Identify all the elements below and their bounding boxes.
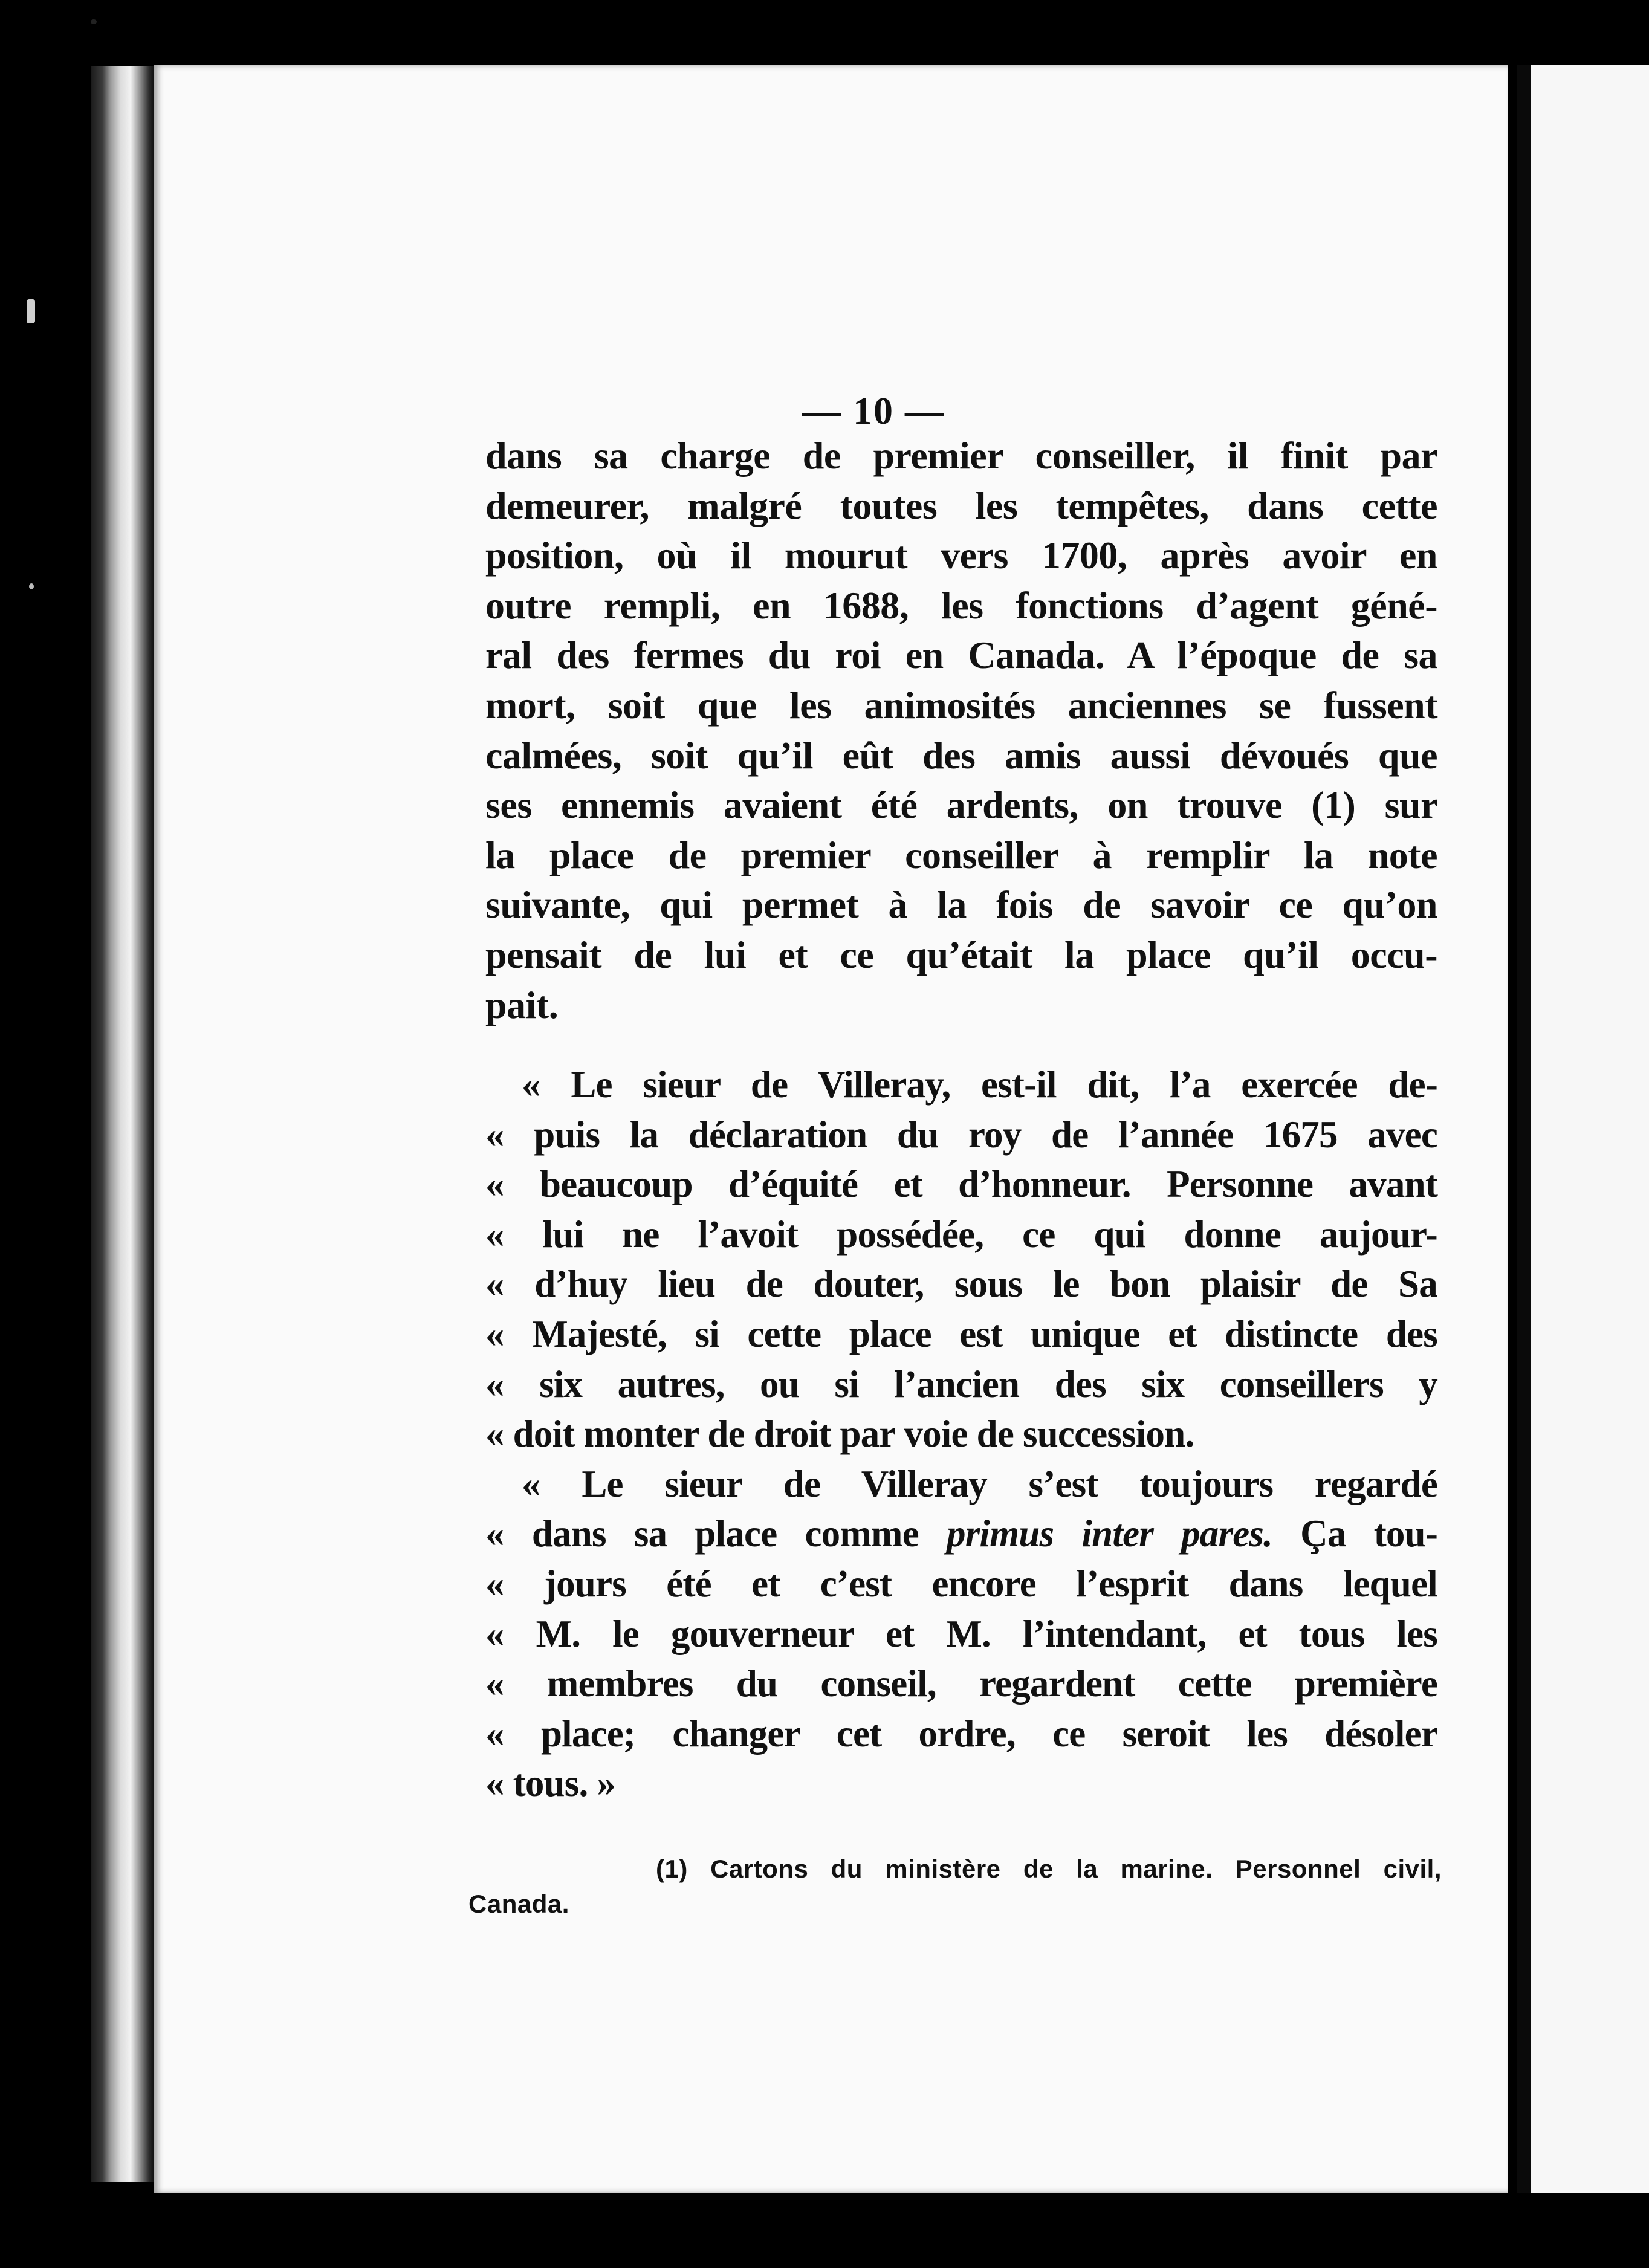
page-text <box>154 65 1508 2193</box>
quote-line: « tous. » <box>485 1762 616 1805</box>
footnote-line: (1) Cartons du ministère de la marine. Personnel civil, <box>656 1855 1442 1883</box>
body-line: position, où il mourut vers 1700, après avoir en <box>485 534 1437 577</box>
body-line: calmées, soit qu’il eût des amis aussi dévoués que <box>485 733 1437 777</box>
quote-line: « Le sieur de Villeray, est-il dit, l’a exercée de- <box>522 1063 1437 1106</box>
quote-line: « Majesté, si cette place est unique et distincte des <box>485 1312 1437 1355</box>
body-paragraph <box>485 431 1437 1030</box>
body-line: pensait de lui et ce qu’était la place qu’il occu- <box>485 933 1437 976</box>
book-gutter <box>91 66 157 2182</box>
quote-line: « Le sieur de Villeray s’est toujours regardé <box>522 1462 1437 1505</box>
body-line: ses ennemis avaient été ardents, on trouve (1) sur <box>485 783 1437 827</box>
page-number: — 10 — <box>802 389 945 432</box>
body-line: suivante, qui permet à la fois de savoir ce qu’on <box>485 883 1437 927</box>
scan-speck <box>29 583 34 589</box>
quote-line-end: Ça tou- <box>1300 1512 1437 1555</box>
body-line: pait. <box>485 983 559 1026</box>
footnote-line: Canada. <box>468 1890 569 1918</box>
quote-line: « puis la déclaration du roy de l’année 1675 avec <box>485 1113 1437 1156</box>
body-line: la place de premier conseiller à remplir la note <box>485 833 1437 876</box>
scan-speck <box>91 19 97 24</box>
quote-line: « d’huy lieu de douter, sous le bon plaisir de Sa <box>485 1263 1437 1306</box>
quote-line-with-italic <box>485 1509 1437 1559</box>
footnote <box>468 1852 1442 1922</box>
quote-line: « place; changer cet ordre, ce seroit les désoler <box>485 1712 1437 1755</box>
body-line: outre rempli, en 1688, les fonctions d’agent géné- <box>485 583 1437 627</box>
quote-line: « doit monter de droit par voie de succession. <box>485 1413 1194 1456</box>
body-line: ral des fermes du roi en Canada. A l’époque de sa <box>485 633 1437 677</box>
italic-phrase: primus inter pares. <box>947 1512 1273 1555</box>
quote-line: « lui ne l’avoit possédée, ce qui donne aujour- <box>485 1213 1437 1256</box>
quote-line: « M. le gouverneur et M. l’intendant, et tous les <box>485 1612 1437 1655</box>
quote-line: « six autres, ou si l’ancien des six conseillers y <box>485 1362 1437 1405</box>
quote-line-start: « dans sa place comme <box>485 1512 919 1555</box>
quote-line: « membres du conseil, regardent cette première <box>485 1662 1437 1705</box>
quoted-passage <box>485 1060 1437 1809</box>
quote-line: « beaucoup d’équité et d’honneur. Personne avant <box>485 1163 1437 1206</box>
scan-speck <box>27 299 35 323</box>
body-line: mort, soit que les animosités anciennes se fussent <box>485 683 1437 727</box>
body-line: dans sa charge de premier conseiller, il finit par <box>485 434 1437 477</box>
facing-page-edge <box>1517 65 1649 2193</box>
quote-line: « jours été et c’est encore l’esprit dans lequel <box>485 1562 1437 1605</box>
body-line: demeurer, malgré toutes les tempêtes, dans cette <box>485 484 1437 527</box>
book-page <box>154 65 1508 2193</box>
